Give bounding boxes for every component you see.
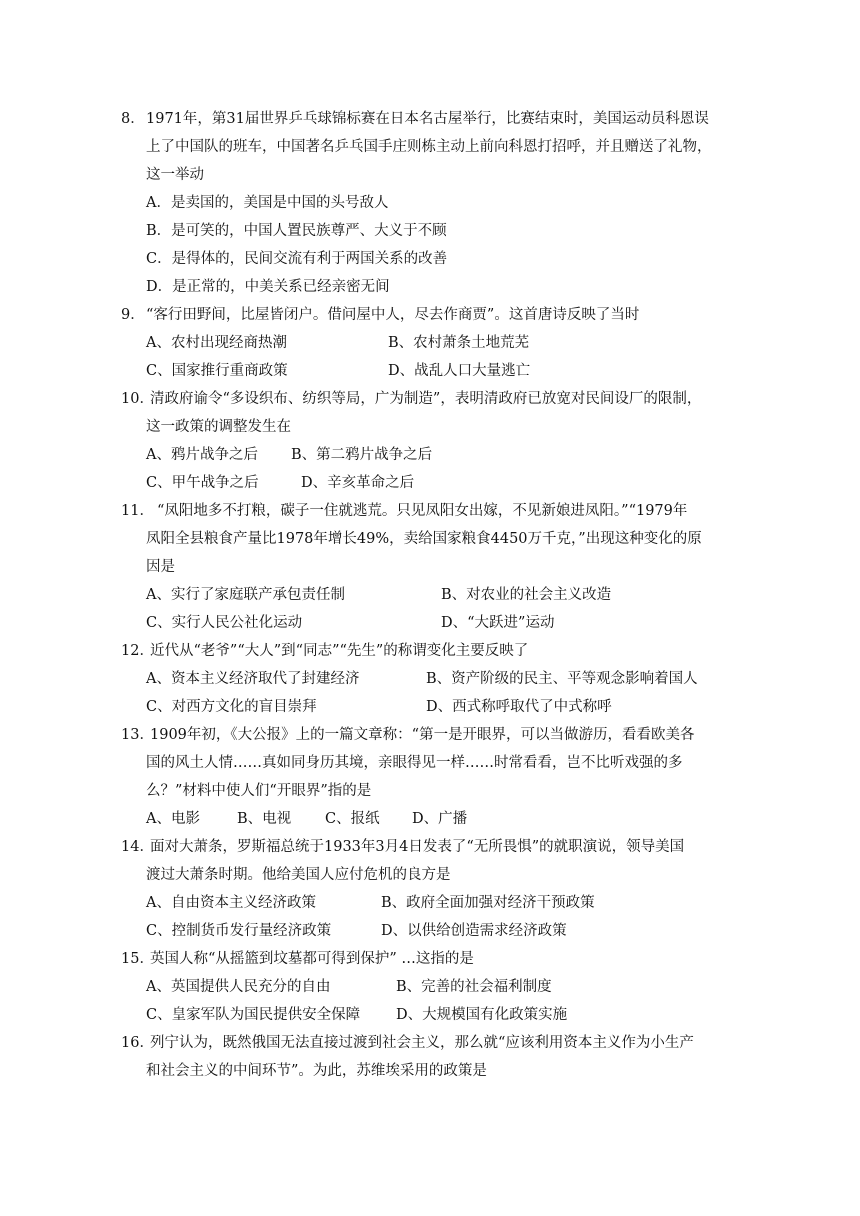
option-c: C、国家推行重商政策 [146, 363, 288, 379]
option-b: B．是可笑的，中国人置民族尊严、大义于不顾 [146, 223, 447, 239]
option-d: D、“大跃进”运动 [441, 615, 555, 631]
question-stem-line: 国的风土人情……真如同身历其境，亲眼得见一样……时常看看，岂不比听戏强的多 [146, 755, 683, 771]
question-stem-line: 1971年，第31届世界乒乓球锦标赛在日本名古屋举行，比赛结束时，美国运动员科恩误 [146, 111, 709, 127]
option-a: A、鸦片战争之后 [146, 447, 258, 463]
option-c: C．是得体的，民间交流有利于两国关系的改善 [146, 251, 448, 267]
question-stem-line: 渡过大萧条时期。他给美国人应付危机的良方是 [146, 867, 451, 883]
option-a: A、电影 [146, 811, 200, 827]
question-stem-line: 因是 [146, 559, 175, 575]
question-stem-line: 凤阳全县粮食产量比1978年增长49%，卖给国家粮食4450万千克，”出现这种变化的原 [146, 531, 702, 547]
option-a: A、农村出现经商热潮 [146, 335, 287, 351]
option-a: A、自由资本主义经济政策 [146, 895, 316, 911]
option-d: D、广播 [412, 811, 468, 827]
question-stem-line: 1909年初，《大公报》上的一篇文章称：“第一是开眼界，可以当做游历，看看欧美各 [150, 727, 695, 743]
option-a: A．是卖国的，美国是中国的头号敌人 [146, 195, 389, 211]
question-number: 8． [121, 111, 145, 127]
question-stem-line: 面对大萧条，罗斯福总统于1933年3月4日发表了“无所畏惧”的就职演说，领导美国 [150, 839, 685, 855]
question-number: 14． [121, 839, 154, 855]
option-d: D、战乱人口大量逃亡 [388, 363, 531, 379]
option-c: C、甲午战争之后 [146, 475, 259, 491]
option-b: B、农村萧条土地荒芜 [388, 335, 530, 351]
option-d: D、大规模国有化政策实施 [396, 1007, 568, 1023]
question-number: 15． [121, 951, 154, 967]
option-b: B、第二鸦片战争之后 [291, 447, 433, 463]
option-d: D、辛亥革命之后 [301, 475, 415, 491]
question-stem-line: 么？”材料中使人们“开眼界”指的是 [146, 783, 372, 799]
option-b: B、政府全面加强对经济干预政策 [381, 895, 595, 911]
question-number: 16． [121, 1035, 154, 1051]
option-d: D、西式称呼取代了中式称呼 [426, 699, 612, 715]
option-d: D．是正常的，中美关系已经亲密无间 [146, 279, 390, 295]
option-c: C、报纸 [325, 811, 380, 827]
option-d: D、以供给创造需求经济政策 [381, 923, 567, 939]
option-a: A、实行了家庭联产承包责任制 [146, 587, 345, 603]
question-stem-line: 这一举动 [146, 167, 204, 183]
option-c: C、控制货币发行量经济政策 [146, 923, 332, 939]
question-number: 11． [121, 503, 154, 519]
question-number: 13． [121, 727, 154, 743]
option-a: A、资本主义经济取代了封建经济 [146, 671, 360, 687]
option-b: B、对农业的社会主义改造 [441, 587, 612, 603]
question-stem-line: “客行田野间，比屋皆闭户。借问屋中人，尽去作商贾”。这首唐诗反映了当时 [146, 307, 640, 323]
question-number: 12． [121, 643, 154, 659]
question-stem-line: “凤阳地多不打粮，碳子一住就逃荒。只见凤阳女出嫁，不见新娘进凤阳。”“1979年 [157, 503, 688, 519]
question-number: 10． [121, 391, 154, 407]
question-stem-line: 列宁认为，既然俄国无法直接过渡到社会主义，那么就“应该利用资本主义作为小生产 [150, 1035, 694, 1051]
question-stem-line: 上了中国队的班车，中国著名乒乓国手庄则栋主动上前向科恩打招呼，并且赠送了礼物， [146, 139, 712, 155]
question-stem-line: 清政府谕令“多设织布、纺织等局，广为制造”，表明清政府已放宽对民间设厂的限制， [150, 391, 702, 407]
option-c: C、皇家军队为国民提供安全保障 [146, 1007, 361, 1023]
option-b: B、资产阶级的民主、平等观念影响着国人 [426, 671, 698, 687]
question-stem-line: 和社会主义的中间环节”。为此，苏维埃采用的政策是 [146, 1063, 487, 1079]
option-c: C、对西方文化的盲目崇拜 [146, 699, 317, 715]
option-b: B、完善的社会福利制度 [396, 979, 552, 995]
question-stem-line: 英国人称“从摇篮到坟墓都可得到保护” …这指的是 [150, 951, 474, 967]
option-c: C、实行人民公社化运动 [146, 615, 303, 631]
question-number: 9． [121, 307, 145, 323]
question-stem-line: 这一政策的调整发生在 [146, 419, 291, 435]
option-b: B、电视 [237, 811, 292, 827]
option-a: A、英国提供人民充分的自由 [146, 979, 331, 995]
question-stem-line: 近代从“老爷”“大人”到“同志”“先生”的称谓变化主要反映了 [150, 643, 529, 659]
